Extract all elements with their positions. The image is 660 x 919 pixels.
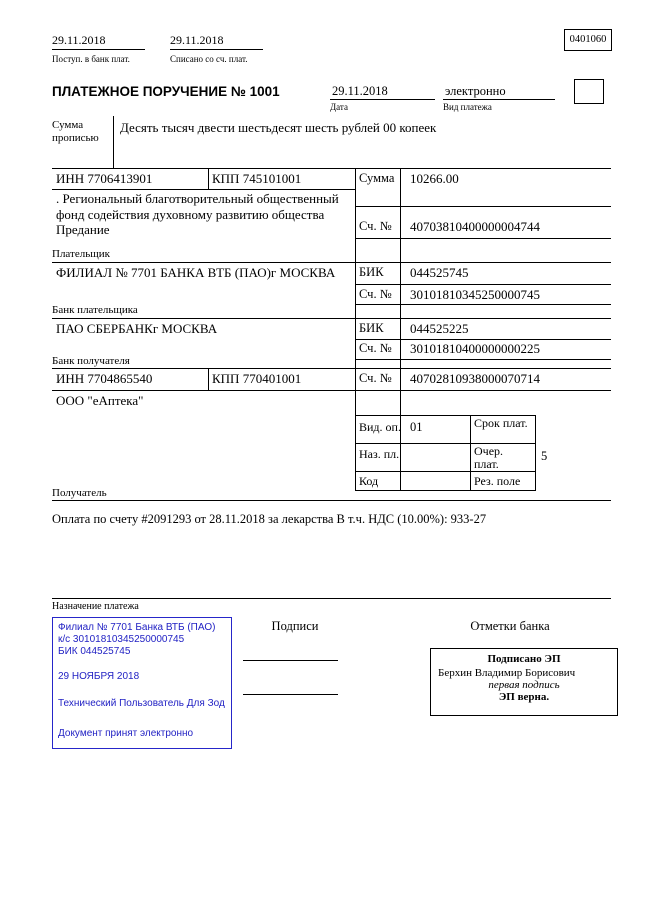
grid-line: [52, 318, 611, 319]
document-date: 29.11.2018: [332, 84, 388, 98]
amount-words-label-1: Сумма: [52, 119, 84, 131]
amount-label: Сумма: [359, 171, 395, 185]
stamp-date: 29 НОЯБРЯ 2018: [58, 671, 140, 682]
stamp-corr-account: к/с 30101810345250000745: [58, 634, 185, 645]
reserve-field-label: Рез. поле: [474, 474, 521, 488]
grid-line: [52, 500, 611, 501]
grid-line: [52, 390, 611, 391]
bank-acceptance-stamp: [52, 617, 232, 749]
priority-label: Очер. плат.: [474, 444, 504, 471]
payer-inn: ИНН 7706413901: [56, 171, 153, 186]
received-date: 29.11.2018: [52, 33, 106, 47]
payment-type-label: Вид платежа: [443, 102, 492, 112]
payer-bank-bik-value: 044525745: [410, 265, 469, 280]
payer-account-label: Сч. №: [359, 219, 392, 233]
signature-line-1: [243, 660, 338, 661]
payer-bank-account-value: 30101810345250000745: [410, 287, 540, 302]
priority-value: 5: [541, 449, 548, 463]
grid-line: [52, 368, 611, 369]
grid-line: [355, 471, 536, 472]
due-date-label: Срок плат.: [474, 416, 528, 430]
amount-value: 10266.00: [410, 171, 459, 186]
payer-bank-account-label: Сч. №: [359, 287, 392, 301]
debited-date-underline: [170, 49, 263, 50]
signed-ep-text: Подписано ЭП: [487, 653, 561, 665]
payment-type-underline: [443, 99, 555, 100]
debited-date: 29.11.2018: [170, 33, 224, 47]
stamp-bank-name: Филиал № 7701 Банка ВТБ (ПАО): [58, 622, 216, 633]
payee-bank-bik-value: 044525225: [410, 321, 469, 336]
payee-account-value: 40702810938000070714: [410, 371, 540, 386]
payer-bank-bik-label: БИК: [359, 265, 384, 279]
payer-bank-label: Банк плательщика: [52, 304, 138, 316]
grid-line: [400, 168, 401, 490]
payer-label: Плательщик: [52, 248, 110, 260]
grid-line: [52, 168, 611, 169]
grid-line: [355, 359, 611, 360]
payee-inn: ИНН 7704865540: [56, 371, 153, 386]
grid-line: [355, 304, 611, 305]
stamp-accepted-text: Документ принят электронно: [58, 728, 194, 739]
empty-code-box: [574, 79, 604, 104]
payer-name: . Региональный благотворительный общественный фонд содействия духовному развитию общества Предание: [56, 191, 339, 237]
payee-label: Получатель: [52, 487, 107, 499]
grid-line: [355, 443, 536, 444]
signer-name: Берхин Владимир Борисович: [438, 667, 576, 679]
amount-words-divider: [113, 116, 114, 168]
payer-account-value: 40703810400000004744: [410, 219, 540, 234]
grid-line: [52, 189, 355, 190]
received-date-label: Поступ. в банк плат.: [52, 54, 130, 64]
amount-words-label-2: прописью: [52, 132, 99, 144]
electronic-signature-stamp: [430, 648, 618, 716]
grid-line: [208, 168, 209, 189]
purpose-code-label: Наз. пл.: [359, 447, 400, 461]
stamp-bik: БИК 044525745: [58, 646, 131, 657]
ep-verified-text: ЭП верна.: [498, 691, 550, 703]
payment-purpose-label: Назначение платежа: [52, 601, 139, 612]
payee-bank-bik-label: БИК: [359, 321, 384, 335]
form-code-box: 0401060: [564, 29, 612, 51]
date-label: Дата: [330, 102, 348, 112]
grid-line: [355, 206, 611, 207]
first-signature-text: первая подпись: [488, 679, 560, 691]
grid-line: [535, 415, 536, 490]
payee-kpp: КПП 770401001: [212, 371, 302, 386]
grid-line: [355, 168, 356, 490]
received-date-underline: [52, 49, 145, 50]
grid-line: [355, 490, 536, 491]
code-label: Код: [359, 474, 379, 488]
payee-bank-name: ПАО СБЕРБАНКг МОСКВА: [56, 321, 218, 336]
payee-bank-label: Банк получателя: [52, 355, 130, 367]
payee-bank-account-value: 30101810400000000225: [410, 341, 540, 356]
purpose-underline: [52, 598, 611, 599]
op-type-value: 01: [410, 420, 423, 434]
payer-bank-name: ФИЛИАЛ № 7701 БАНКА ВТБ (ПАО)г МОСКВА: [56, 265, 336, 280]
grid-line: [52, 262, 611, 263]
op-type-label: Вид. оп.: [359, 420, 401, 434]
payee-bank-account-label: Сч. №: [359, 341, 392, 355]
payment-type-value: электронно: [445, 84, 506, 98]
amount-words-value: Десять тысяч двести шестьдесят шесть рублей 00 копеек: [120, 120, 437, 135]
grid-line: [355, 284, 611, 285]
grid-line: [355, 339, 611, 340]
grid-line: [470, 415, 471, 490]
grid-line: [355, 238, 611, 239]
stamp-user: Технический Пользователь Для Зод: [58, 698, 225, 709]
payee-name: ООО "еАптека": [56, 393, 144, 408]
debited-date-label: Списано со сч. плат.: [170, 54, 248, 64]
date-underline: [330, 99, 435, 100]
payer-kpp: КПП 745101001: [212, 171, 302, 186]
payee-account-label: Сч. №: [359, 371, 392, 385]
grid-line: [208, 368, 209, 390]
document-title: ПЛАТЕЖНОЕ ПОРУЧЕНИЕ № 1001: [52, 84, 280, 99]
signature-line-2: [243, 694, 338, 695]
payment-purpose-text: Оплата по счету #2091293 от 28.11.2018 за лекарства В т.ч. НДС (10.00%): 933-27: [52, 512, 487, 526]
signatures-title: Подписи: [271, 619, 319, 633]
bank-marks-title: Отметки банка: [470, 619, 550, 633]
